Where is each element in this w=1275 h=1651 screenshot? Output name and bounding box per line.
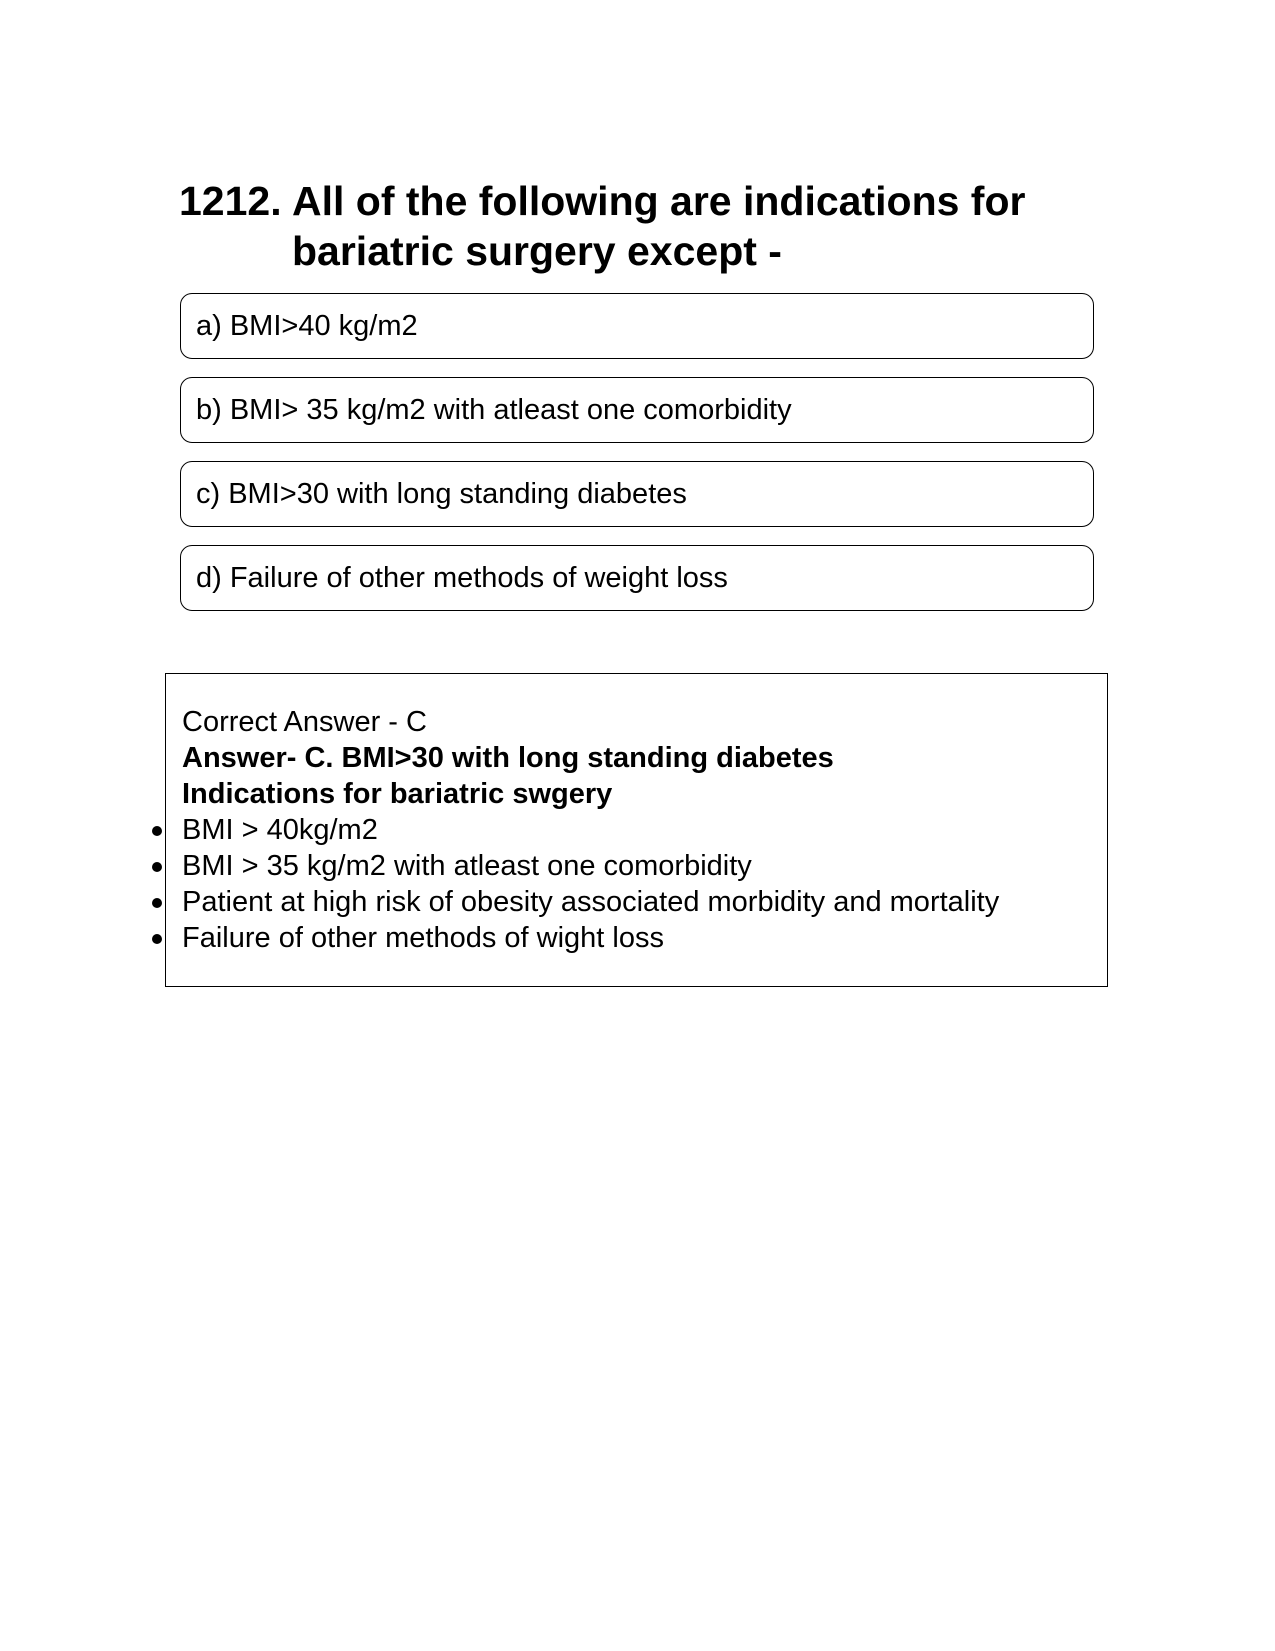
option-b[interactable]: b) BMI> 35 kg/m2 with atleast one comorbidity — [180, 377, 1094, 443]
bullet-icon — [152, 934, 162, 944]
list-item-text: BMI > 35 kg/m2 with atleast one comorbidity — [182, 850, 752, 882]
list-item-text: BMI > 40kg/m2 — [182, 814, 378, 846]
option-c[interactable]: c) BMI>30 with long standing diabetes — [180, 461, 1094, 527]
list-item-text: Patient at high risk of obesity associated morbidity and mortality — [182, 886, 1000, 918]
question-number: 1212. — [179, 178, 282, 224]
indications-subheading: Indications for bariatric swgery — [182, 778, 613, 810]
correct-answer-line: Correct Answer - C — [182, 706, 427, 738]
answer-explanation-box — [165, 673, 1108, 987]
bullet-icon — [152, 826, 162, 836]
answer-heading: Answer- C. BMI>30 with long standing diabetes — [182, 742, 834, 774]
bullet-icon — [152, 862, 162, 872]
question-text: All of the following are indications for bariatric surgery except - — [292, 178, 1026, 274]
option-d[interactable]: d) Failure of other methods of weight loss — [180, 545, 1094, 611]
list-item — [182, 848, 1097, 884]
answer-content — [182, 704, 1097, 956]
option-a[interactable]: a) BMI>40 kg/m2 — [180, 293, 1094, 359]
list-item-text: Failure of other methods of wight loss — [182, 922, 664, 954]
indications-list — [182, 812, 1097, 956]
list-item — [182, 812, 1097, 848]
question-heading — [179, 176, 1099, 276]
list-item — [182, 884, 1097, 920]
bullet-icon — [152, 898, 162, 908]
list-item — [182, 920, 1097, 956]
